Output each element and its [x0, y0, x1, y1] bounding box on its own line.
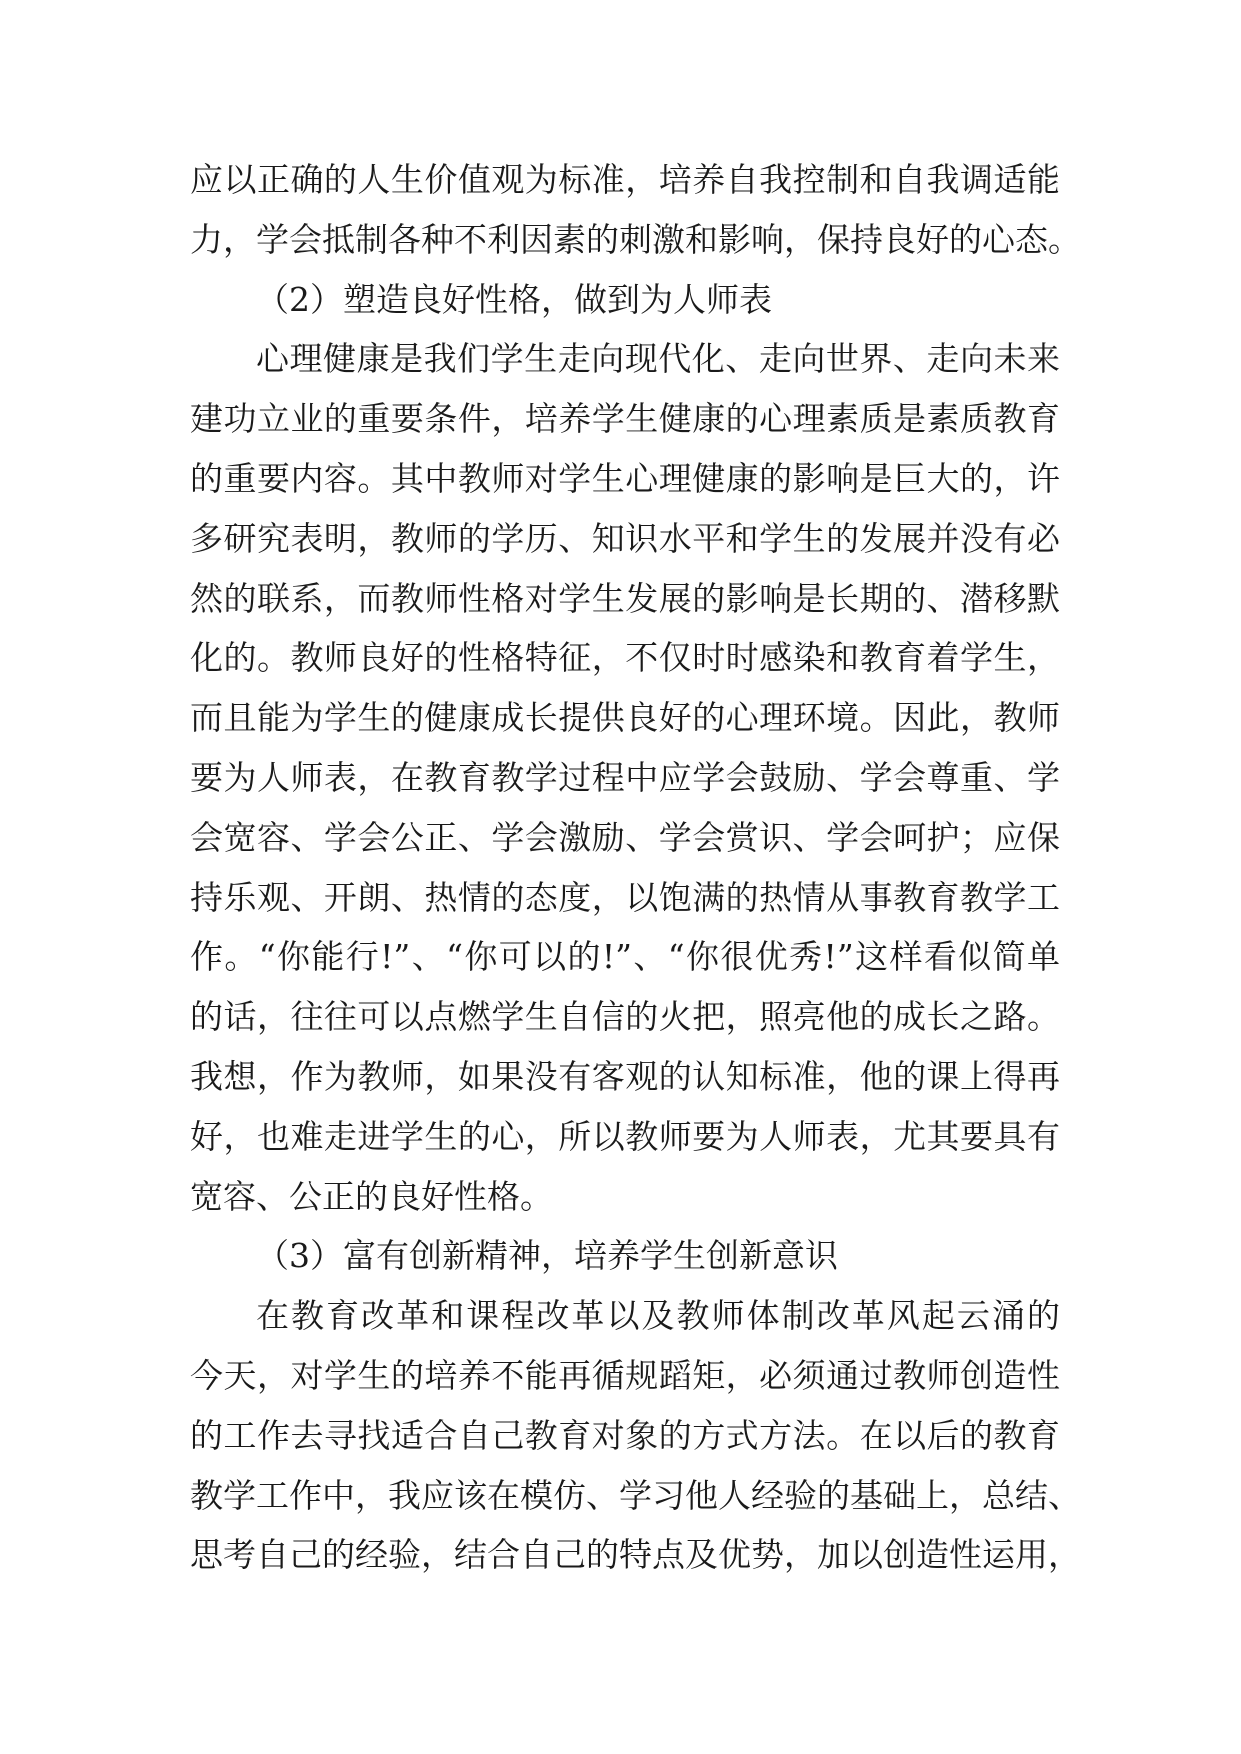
text-line: 的话，往往可以点燃学生自信的火把，照亮他的成长之路。	[190, 997, 1060, 1037]
section-heading: （2）塑造良好性格，做到为人师表	[256, 279, 772, 319]
text-line: 多研究表明，教师的学历、知识水平和学生的发展并没有必	[190, 518, 1060, 558]
text-line: 要为人师表，在教育教学过程中应学会鼓励、学会尊重、学	[190, 757, 1060, 797]
text-line: 而且能为学生的健康成长提供良好的心理环境。因此，教师	[190, 698, 1060, 738]
text-line: 作。“你能行!”、“你可以的!”、“你很优秀!”这样看似简单	[190, 937, 1060, 977]
paragraph-last-line: 宽容、公正的良好性格。	[190, 1176, 553, 1216]
text-line: 力，学会抵制各种不利因素的刺激和影响，保持良好的心态。	[190, 219, 1081, 259]
paragraph-first-line: 在教育改革和课程改革以及教师体制改革风起云涌的	[256, 1296, 1060, 1336]
text-line: 会宽容、学会公正、学会激励、学会赏识、学会呵护；应保	[190, 817, 1060, 857]
text-line: 好，也难走进学生的心，所以教师要为人师表，尤其要具有	[190, 1116, 1060, 1156]
text-line: 教学工作中，我应该在模仿、学习他人经验的基础上，总结、	[190, 1475, 1081, 1515]
text-line: 化的。教师良好的性格特征，不仅时时感染和教育着学生，	[190, 638, 1060, 678]
text-line: 我想，作为教师，如果没有客观的认知标准，他的课上得再	[190, 1056, 1060, 1096]
body-text	[190, 150, 1081, 1585]
text-line: 的工作去寻找适合自己教育对象的方式方法。在以后的教育	[190, 1415, 1060, 1455]
text-line: 持乐观、开朗、热情的态度，以饱满的热情从事教育教学工	[190, 877, 1060, 917]
text-line: 应以正确的人生价值观为标准，培养自我控制和自我调适能	[190, 160, 1060, 199]
text-line: 然的联系，而教师性格对学生发展的影响是长期的、潜移默	[190, 578, 1060, 618]
text-line: 的重要内容。其中教师对学生心理健康的影响是巨大的，许	[190, 458, 1060, 498]
paragraph-first-line: 心理健康是我们学生走向现代化、走向世界、走向未来	[256, 339, 1060, 379]
section-heading: （3）富有创新精神，培养学生创新意识	[256, 1236, 838, 1276]
text-line: 建功立业的重要条件，培养学生健康的心理素质是素质教育	[190, 399, 1060, 439]
text-line: 思考自己的经验，结合自己的特点及优势，加以创造性运用，	[190, 1535, 1081, 1575]
text-line: 今天，对学生的培养不能再循规蹈矩，必须通过教师创造性	[190, 1355, 1060, 1395]
